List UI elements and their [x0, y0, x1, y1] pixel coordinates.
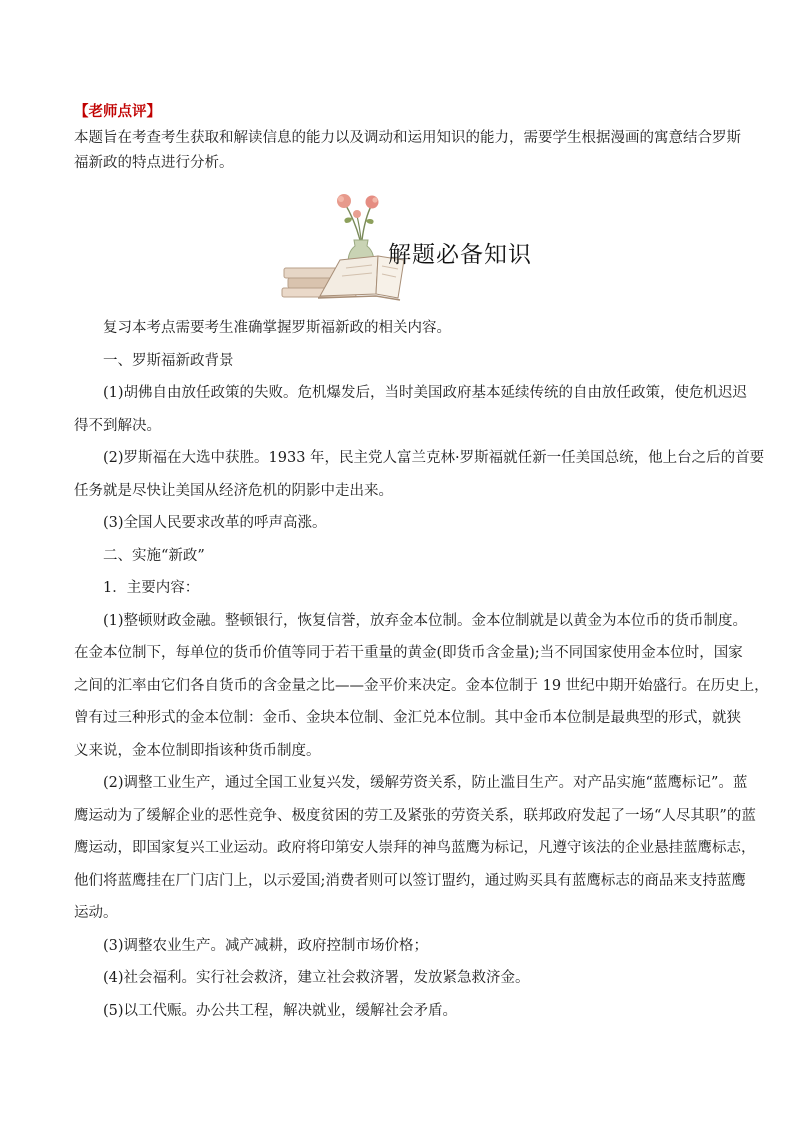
- content-item-1-cont: 在金本位制下，每单位的货币价值等同于若干重量的黄金(即货币含金量);当不同国家使用金本位时，国家: [74, 645, 743, 661]
- content-item-2: (2)调整工业生产，通过全国工业复兴发，缓解劳资关系，防止滥目生产。对产品实施“蓝鹰标记”。蓝: [103, 775, 748, 791]
- background-item-2-cont: 任务就是尽快让美国从经济危机的阴影中走出来。: [74, 482, 393, 499]
- content-item-2-cont: 他们将蓝鹰挂在厂门店门上，以示爱国;消费者则可以签订盟约，通过购买具有蓝鹰标志的商品来支持蓝鹰: [74, 872, 746, 889]
- section-heading-new-deal: 二、实施“新政”: [103, 547, 205, 564]
- content-item-1: (1)整顿财政金融。整顿银行，恢复信誉，放弃金本位制。金本位制就是以黄金为本位币的货币制度。: [103, 612, 748, 629]
- section-heading-background: 一、罗斯福新政背景: [103, 352, 234, 369]
- banner-title: 解题必备知识: [388, 242, 532, 268]
- content-item-3: (3)调整农业生产。减产减耕，政府控制市场价格；: [103, 937, 429, 954]
- background-item-2: (2)罗斯福在大选中获胜。1933 年，民主党人富兰克林·罗斯福就任新一任美国总统，他上台之后的首要: [103, 450, 765, 466]
- background-item-1-cont: 得不到解决。: [74, 417, 161, 434]
- teacher-comment-section: [74, 100, 741, 177]
- teacher-comment-line: 本题旨在考查考生获取和解读信息的能力以及调动和运用知识的能力，需要学生根据漫画的寓意结合罗斯: [74, 129, 741, 146]
- subheading-main-content: 1．主要内容：: [103, 580, 200, 596]
- content-item-1-cont: 义来说，金本位制即指该种货币制度。: [74, 742, 321, 759]
- content-item-1-cont: 之间的汇率由它们各自货币的含金量之比——金平价来决定。金本位制于 19 世纪中期开始盛行。在历史上，: [74, 677, 769, 694]
- content-item-5: (5)以工代赈。办公共工程，解决就业，缓解社会矛盾。: [103, 1002, 458, 1019]
- content-item-2-cont: 运动。: [74, 905, 118, 921]
- content-item-4: (4)社会福利。实行社会救济，建立社会救济署，发放紧急救济金。: [103, 970, 530, 986]
- knowledge-content: [74, 312, 769, 1027]
- knowledge-banner: [280, 190, 560, 302]
- background-item-1: (1)胡佛自由放任政策的失败。危机爆发后，当时美国政府基本延续传统的自由放任政策，使危机迟迟: [103, 385, 748, 401]
- content-item-1-cont: 曾有过三种形式的金本位制：金币、金块本位制、金汇兑本位制。其中金币本位制是最典型的形式，就狭: [74, 710, 741, 726]
- teacher-comment-title: 【老师点评】: [74, 104, 161, 120]
- background-item-3: (3)全国人民要求改革的呼声高涨。: [103, 515, 327, 531]
- content-item-2-cont: 鹰运动，即国家复兴工业运动。政府将印第安人崇拜的神鸟蓝鹰为标记，凡遵守该法的企业悬挂蓝鹰标志，: [74, 840, 756, 856]
- content-item-2-cont: 鹰运动为了缓解企业的恶性竞争、极度贫困的劳工及紧张的劳资关系，联邦政府发起了一场“人尽其职”的蓝: [74, 807, 756, 824]
- intro-paragraph: 复习本考点需要考生准确掌握罗斯福新政的相关内容。: [103, 320, 451, 336]
- teacher-comment-line: 福新政的特点进行分析。: [74, 155, 234, 171]
